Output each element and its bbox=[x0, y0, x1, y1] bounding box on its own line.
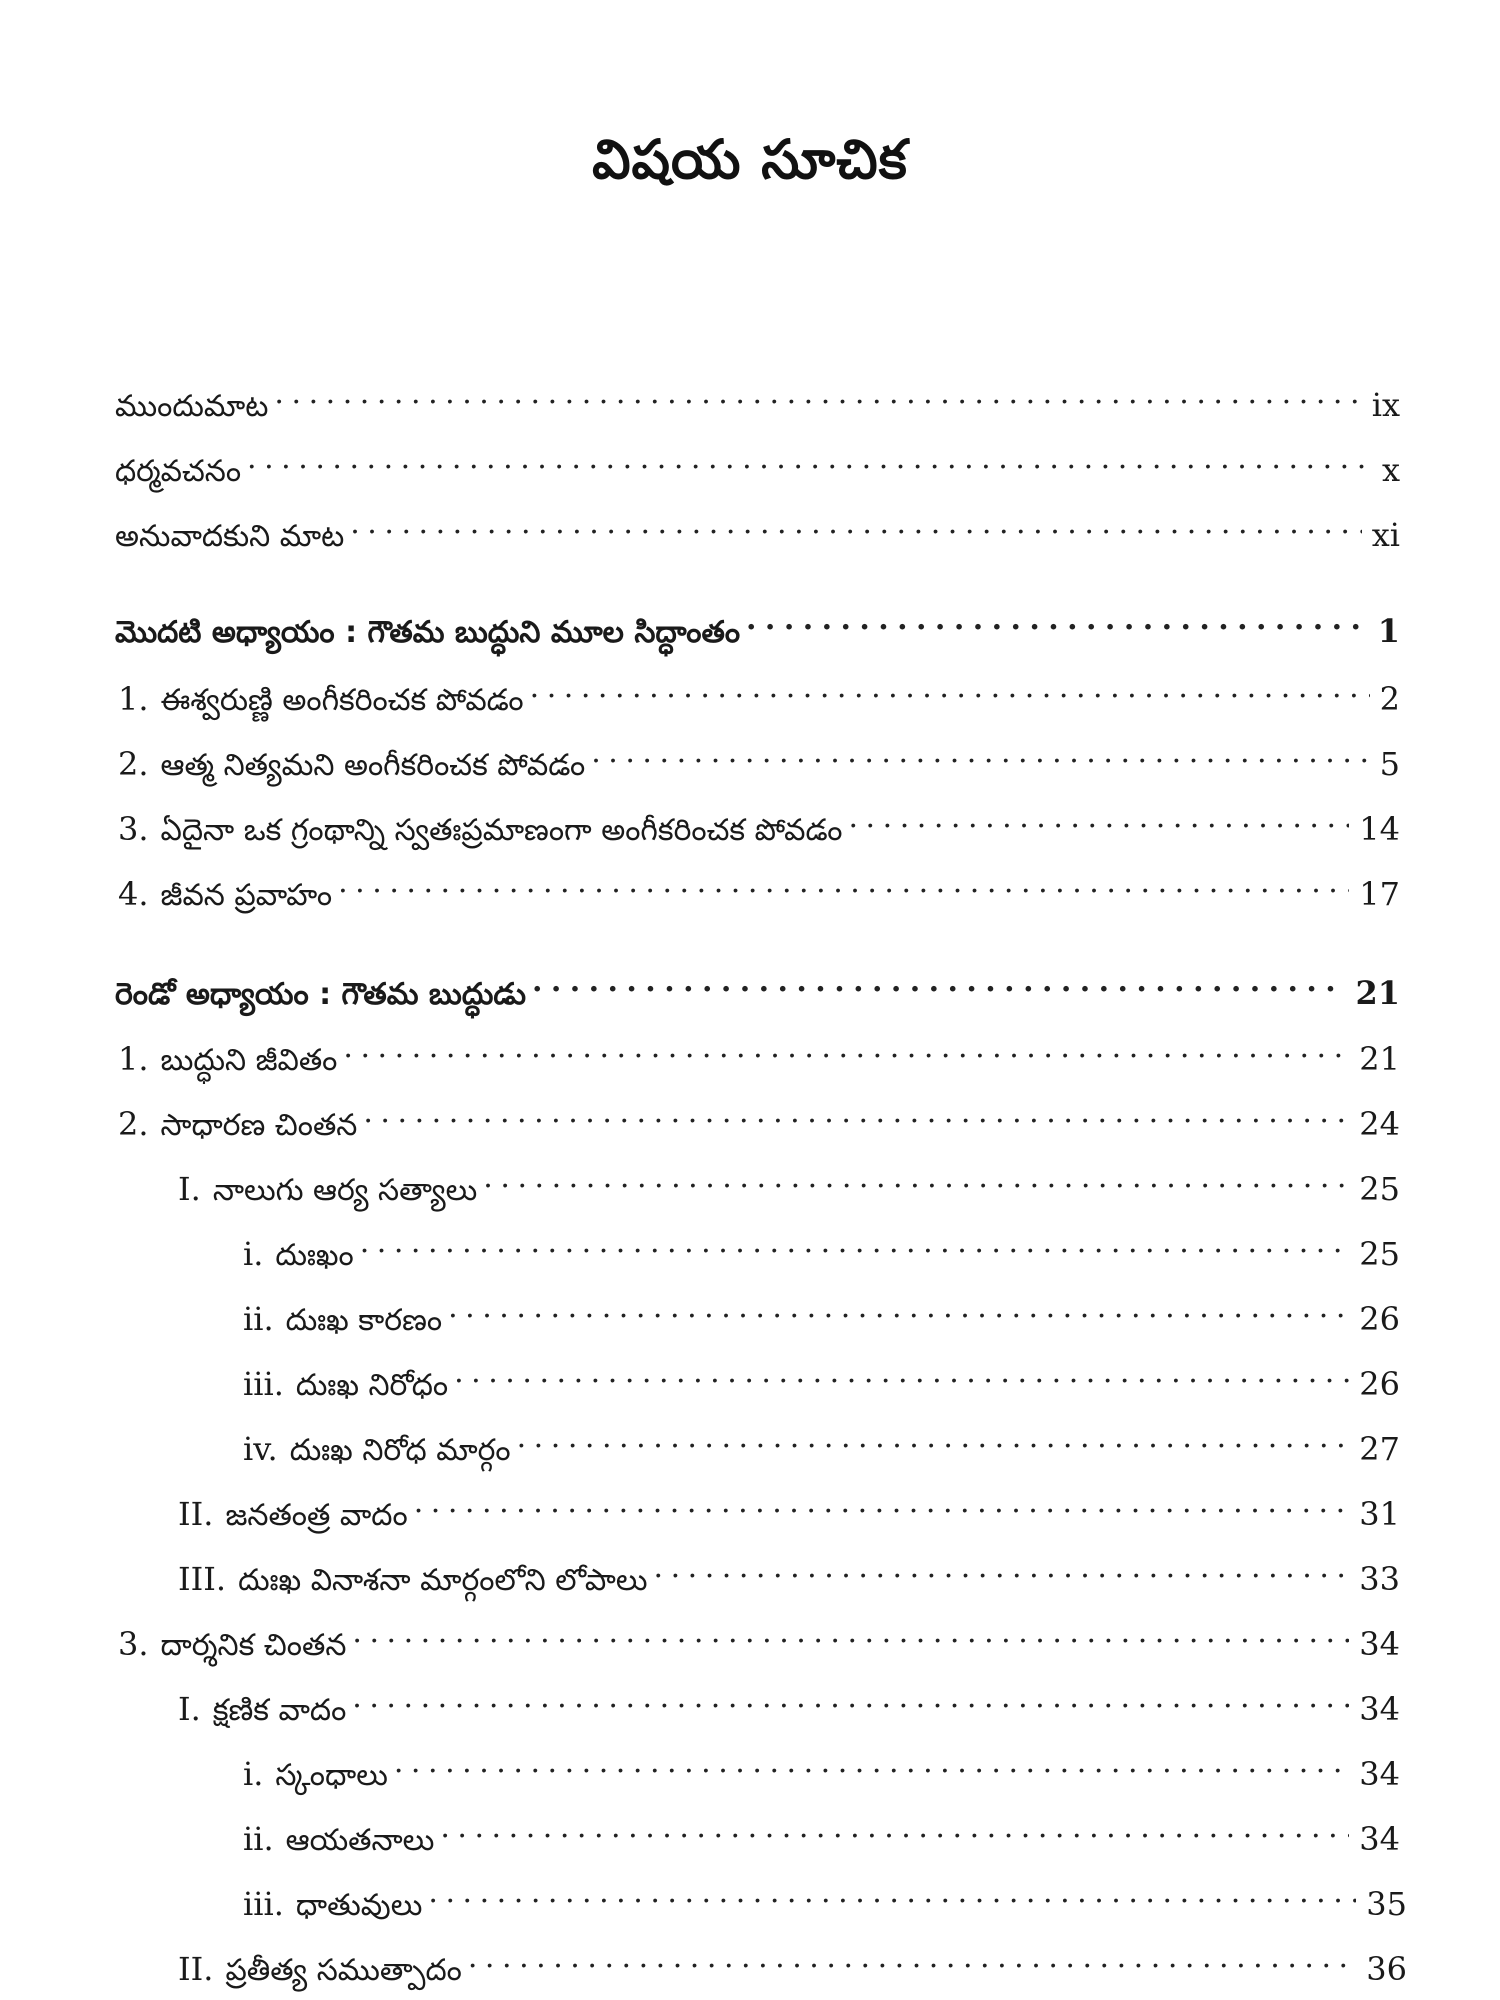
toc-entry-number: iv. bbox=[243, 1430, 278, 1468]
toc-entry-page: 5 bbox=[1379, 745, 1400, 783]
leader-dots bbox=[360, 1221, 1350, 1265]
toc-chapter-1[interactable] bbox=[115, 598, 1400, 655]
toc-entry-number: 1. bbox=[118, 1040, 149, 1078]
leader-dots bbox=[247, 437, 1372, 481]
toc-entry-number: i. bbox=[243, 1235, 264, 1273]
toc-entry-2-3-I-ii[interactable] bbox=[243, 1806, 1400, 1863]
toc-entry-number: 2. bbox=[118, 745, 149, 783]
toc-entry-page: 34 bbox=[1359, 1690, 1400, 1728]
toc-entry-page: 17 bbox=[1359, 875, 1400, 913]
toc-entry-2-2[interactable] bbox=[118, 1091, 1400, 1148]
leader-dots bbox=[848, 796, 1349, 840]
leader-dots bbox=[746, 598, 1368, 642]
toc-entry-label: జనతంత్ర వాదం bbox=[225, 1498, 408, 1533]
toc-entry-number: 1. bbox=[118, 680, 149, 718]
toc-entry-number: 3. bbox=[118, 1625, 149, 1663]
toc-entry-1-4[interactable] bbox=[118, 861, 1400, 918]
leader-dots bbox=[517, 1416, 1350, 1460]
toc-entry-page: 21 bbox=[1359, 1040, 1400, 1078]
leader-dots bbox=[428, 1871, 1356, 1915]
toc-entry-label: ఈశ్వరుణ్ణి అంగీకరించక పోవడం bbox=[160, 683, 524, 718]
leader-dots bbox=[591, 731, 1369, 775]
toc-entry-page: 25 bbox=[1359, 1170, 1400, 1208]
leader-dots bbox=[440, 1806, 1349, 1850]
leader-dots bbox=[468, 1936, 1356, 1980]
toc-entry-page: 26 bbox=[1359, 1365, 1400, 1403]
toc-entry-page: x bbox=[1381, 451, 1400, 489]
toc-entry-label: దుఃఖ నిరోధం bbox=[295, 1368, 449, 1403]
toc-entry-page: 35 bbox=[1366, 1885, 1407, 1923]
toc-entry-2-2-III[interactable] bbox=[178, 1546, 1400, 1603]
toc-entry-2-3-I-i[interactable] bbox=[243, 1741, 1400, 1798]
toc-entry-label: దుఃఖ వినాశనా మార్గంలోని లోపాలు bbox=[238, 1563, 648, 1598]
toc-entry-page: 34 bbox=[1359, 1820, 1400, 1858]
toc-entry-2-2-I-ii[interactable] bbox=[243, 1286, 1400, 1343]
toc-entry-label: ధర్మవచనం bbox=[115, 454, 242, 489]
toc-entry-2-2-I-i[interactable] bbox=[243, 1221, 1400, 1278]
toc-entry-label: ఆయతనాలు bbox=[285, 1823, 435, 1858]
toc-entry-translator-note[interactable] bbox=[115, 502, 1400, 559]
toc-entry-page: ix bbox=[1371, 386, 1400, 424]
toc-entry-page: 33 bbox=[1359, 1560, 1400, 1598]
toc-entry-label: క్షణిక వాదం bbox=[212, 1693, 347, 1728]
leader-dots bbox=[363, 1091, 1349, 1135]
toc-entry-label: ముందుమాట bbox=[115, 389, 269, 424]
toc-entry-label: దార్శనిక చింతన bbox=[160, 1628, 347, 1663]
toc-entry-number: I. bbox=[178, 1170, 201, 1208]
toc-entry-label: ఏదైనా ఒక గ్రంథాన్ని స్వతఃప్రమాణంగా అంగీకరించక పోవడం bbox=[160, 813, 843, 848]
toc-entry-label: సాధారణ చింతన bbox=[160, 1108, 358, 1143]
toc-entry-1-2[interactable] bbox=[118, 731, 1400, 788]
toc-entry-number: II. bbox=[178, 1495, 214, 1533]
toc-entry-label: దుఃఖ కారణం bbox=[285, 1303, 443, 1338]
toc-entry-page: 26 bbox=[1359, 1300, 1400, 1338]
toc-entry-2-2-II[interactable] bbox=[178, 1481, 1400, 1538]
toc-entry-label: దుఃఖ నిరోధ మార్గం bbox=[289, 1433, 511, 1468]
leader-dots bbox=[532, 960, 1346, 1004]
page-title: విషయ సూచిక bbox=[592, 128, 908, 191]
toc-entry-1-1[interactable] bbox=[118, 666, 1400, 723]
toc-entry-number: 3. bbox=[118, 810, 149, 848]
toc-entry-number: I. bbox=[178, 1690, 201, 1728]
toc-entry-label: అనువాదకుని మాట bbox=[115, 519, 345, 554]
toc-entry-page: 34 bbox=[1359, 1625, 1400, 1663]
toc-entry-label: బుద్ధుని జీవితం bbox=[160, 1043, 338, 1078]
toc-entry-page: 27 bbox=[1359, 1430, 1400, 1468]
toc-entry-page: 14 bbox=[1359, 810, 1400, 848]
toc-entry-label: ప్రతీత్య సముత్పాదం bbox=[225, 1953, 462, 1988]
toc-entry-page: 1 bbox=[1377, 612, 1400, 650]
leader-dots bbox=[530, 666, 1370, 710]
toc-entry-2-3[interactable] bbox=[118, 1611, 1400, 1668]
toc-entry-page: 34 bbox=[1359, 1755, 1400, 1793]
toc-entry-number: 4. bbox=[118, 875, 149, 913]
leader-dots bbox=[414, 1481, 1350, 1525]
toc-entry-page: 25 bbox=[1359, 1235, 1400, 1273]
leader-dots bbox=[483, 1156, 1349, 1200]
leader-dots bbox=[352, 1676, 1349, 1720]
toc-entry-label: ధాతువులు bbox=[295, 1888, 423, 1923]
toc-entry-number: i. bbox=[243, 1755, 264, 1793]
toc-entry-1-3[interactable] bbox=[118, 796, 1400, 853]
toc-entry-page: 2 bbox=[1379, 680, 1400, 718]
toc-entry-label: జీవన ప్రవాహం bbox=[160, 878, 333, 913]
toc-entry-number: iii. bbox=[243, 1365, 284, 1403]
leader-dots bbox=[338, 861, 1349, 905]
toc-entry-2-3-I-iii[interactable] bbox=[243, 1871, 1407, 1928]
toc-entry-label: మొదటి అధ్యాయం : గౌతమ బుద్ధుని మూల సిద్ధాంతం bbox=[115, 615, 741, 650]
toc-entry-dharma-vachanam[interactable] bbox=[115, 437, 1400, 494]
leader-dots bbox=[343, 1026, 1349, 1070]
leader-dots bbox=[274, 372, 1361, 416]
leader-dots bbox=[454, 1351, 1349, 1395]
toc-entry-page: xi bbox=[1371, 516, 1400, 554]
toc-entry-page: 36 bbox=[1366, 1950, 1407, 1988]
leader-dots bbox=[352, 1611, 1349, 1655]
toc-entry-label: రెండో అధ్యాయం : గౌతమ బుద్ధుడు bbox=[115, 977, 526, 1012]
leader-dots bbox=[448, 1286, 1349, 1330]
toc-entry-number: ii. bbox=[243, 1820, 274, 1858]
toc-entry-2-2-I-iii[interactable] bbox=[243, 1351, 1400, 1408]
toc-entry-label: దుఃఖం bbox=[275, 1238, 354, 1273]
toc-entry-number: iii. bbox=[243, 1885, 284, 1923]
toc-entry-number: III. bbox=[178, 1560, 227, 1598]
leader-dots bbox=[350, 502, 1361, 546]
toc-entry-2-2-I-iv[interactable] bbox=[243, 1416, 1400, 1473]
toc-entry-number: ii. bbox=[243, 1300, 274, 1338]
toc-entry-page: 31 bbox=[1359, 1495, 1400, 1533]
toc-entry-page: 24 bbox=[1359, 1105, 1400, 1143]
leader-dots bbox=[654, 1546, 1350, 1590]
toc-entry-number: 2. bbox=[118, 1105, 149, 1143]
toc-entry-foreword[interactable] bbox=[115, 372, 1400, 429]
toc-entry-label: నాలుగు ఆర్య సత్యాలు bbox=[212, 1173, 478, 1208]
toc-entry-2-3-II[interactable] bbox=[178, 1936, 1407, 1993]
toc-entry-page: 21 bbox=[1355, 974, 1400, 1012]
toc-entry-2-2-I[interactable] bbox=[178, 1156, 1400, 1213]
leader-dots bbox=[394, 1741, 1349, 1785]
toc-entry-2-1[interactable] bbox=[118, 1026, 1400, 1083]
toc-entry-label: ఆత్మ నిత్యమని అంగీకరించక పోవడం bbox=[160, 748, 586, 783]
toc-entry-number: II. bbox=[178, 1950, 214, 1988]
toc-entry-label: స్కంధాలు bbox=[275, 1758, 388, 1793]
toc-chapter-2[interactable] bbox=[115, 960, 1400, 1017]
toc-entry-2-3-I[interactable] bbox=[178, 1676, 1400, 1733]
